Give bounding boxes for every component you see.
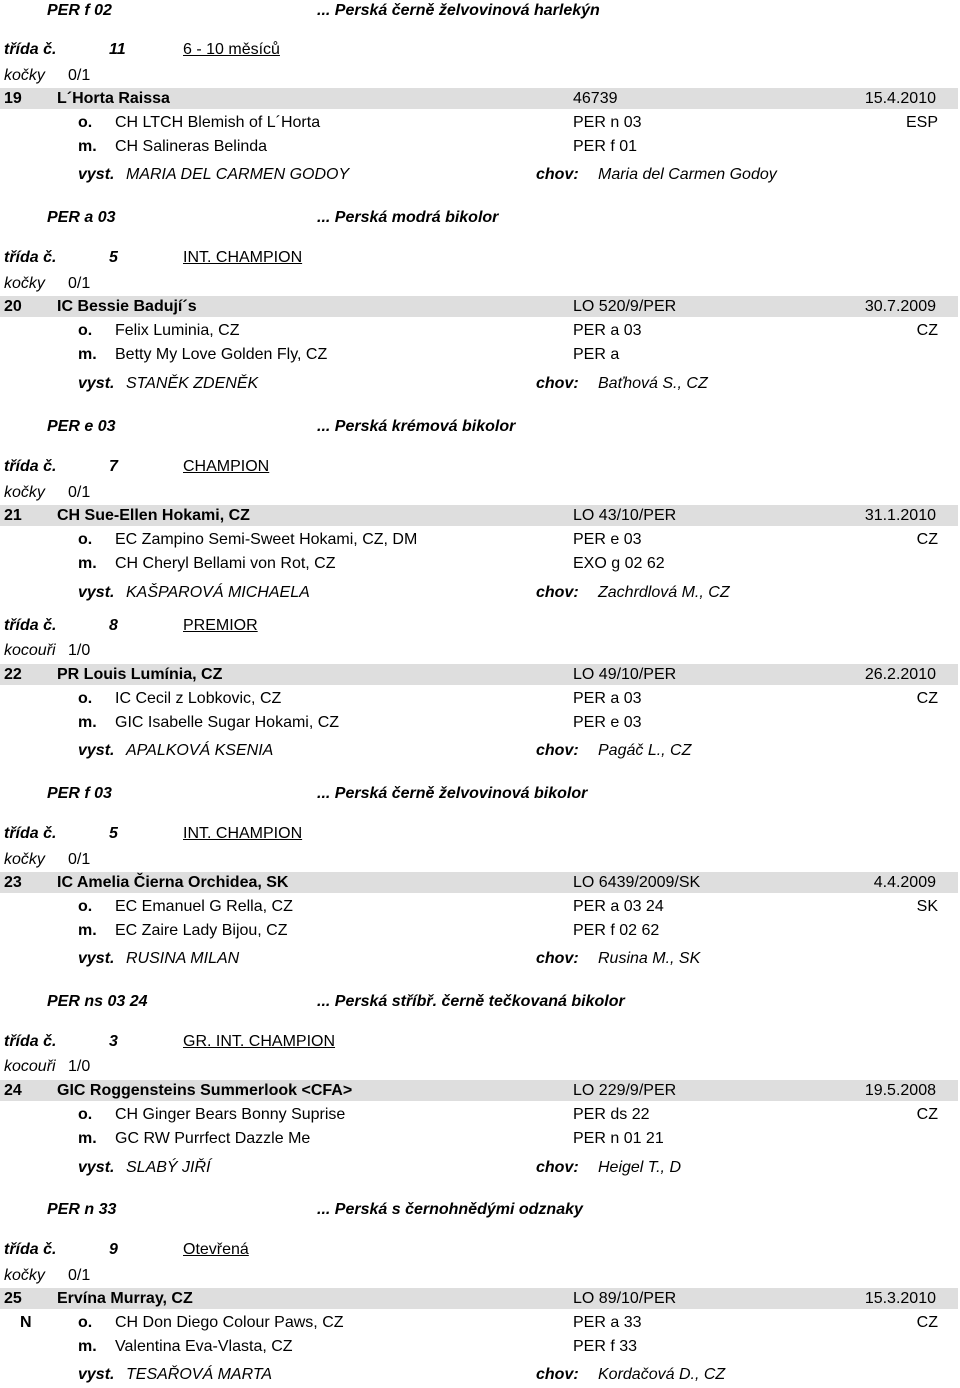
cat-name: IC Bessie Badují´s [57, 298, 197, 315]
class-label: třída č. [4, 249, 57, 266]
father-ems: PER a 03 24 [573, 898, 664, 915]
breeder-name: Baťhová S., CZ [598, 375, 708, 392]
father-label: o. [78, 114, 93, 131]
exhibitor-row [0, 373, 960, 395]
cat-name: Ervína Murray, CZ [57, 1290, 193, 1307]
father-ems: PER ds 22 [573, 1106, 650, 1123]
exhibitor-label: vyst. [78, 166, 115, 183]
mother-name: Valentina Eva-Vlasta, CZ [115, 1338, 293, 1355]
class-number: 7 [109, 458, 118, 475]
mother-name: GC RW Purrfect Dazzle Me [115, 1130, 311, 1147]
mother-ems: PER f 02 62 [573, 922, 660, 939]
breeder-label: chov: [536, 1366, 579, 1383]
exhibitor-label: vyst. [78, 742, 115, 759]
cat-number: 20 [4, 298, 22, 315]
group-header [0, 991, 960, 1013]
cat-country: SK [916, 898, 938, 915]
sex-label: kocouři [4, 642, 56, 659]
cat-name: GIC Roggensteins Summerlook <CFA> [57, 1082, 353, 1099]
exhibitor-label: vyst. [78, 1366, 115, 1383]
class-header [0, 1031, 960, 1053]
father-name: CH Don Diego Colour Paws, CZ [115, 1314, 344, 1331]
class-number: 3 [109, 1033, 118, 1050]
cat-birthdate: 30.7.2009 [864, 298, 936, 315]
cat-row [0, 505, 958, 526]
exhibitor-row [0, 582, 960, 604]
cat-country: CZ [916, 322, 938, 339]
sex-label: kocouři [4, 1058, 56, 1075]
cat-row [0, 664, 958, 685]
group-code: PER f 03 [47, 785, 112, 802]
class-number: 9 [109, 1241, 118, 1258]
novice-mark: N [20, 1314, 32, 1331]
father-ems: PER a 03 [573, 690, 642, 707]
count: 1/0 [68, 1058, 91, 1075]
father-ems: PER n 03 [573, 114, 642, 131]
cat-country: CZ [916, 531, 938, 548]
mother-row [0, 712, 960, 734]
sex-count-row [0, 640, 960, 662]
father-name: EC Emanuel G Rella, CZ [115, 898, 293, 915]
mother-row [0, 553, 960, 575]
class-name: GR. INT. CHAMPION [183, 1033, 336, 1050]
father-name: Felix Luminia, CZ [115, 322, 240, 339]
class-header [0, 247, 960, 269]
breeder-name: Rusina M., SK [598, 950, 701, 967]
cat-row [0, 872, 958, 893]
cat-registration: LO 520/9/PER [573, 298, 677, 315]
cat-birthdate: 4.4.2009 [873, 874, 936, 891]
mother-label: m. [78, 555, 97, 572]
group-code: PER a 03 [47, 209, 116, 226]
sex-count-row [0, 273, 960, 295]
class-name: Otevřená [183, 1241, 249, 1258]
father-label: o. [78, 322, 93, 339]
sex-label: kočky [4, 67, 45, 84]
count: 0/1 [68, 1267, 91, 1284]
group-code: PER ns 03 24 [47, 993, 148, 1010]
mother-ems: PER e 03 [573, 714, 642, 731]
class-label: třída č. [4, 458, 57, 475]
class-number: 11 [109, 41, 126, 58]
sex-count-row [0, 482, 960, 504]
group-name: ... Perská stříbř. černě tečkovaná bikolor [317, 993, 625, 1010]
father-label: o. [78, 898, 93, 915]
breeder-name: Zachrdlová M., CZ [598, 584, 730, 601]
mother-row [0, 1336, 960, 1358]
cat-name: CH Sue-Ellen Hokami, CZ [57, 507, 250, 524]
mother-label: m. [78, 138, 97, 155]
class-name: PREMIOR [183, 617, 258, 634]
mother-name: EC Zaire Lady Bijou, CZ [115, 922, 288, 939]
breeder-name: Pagáč L., CZ [598, 742, 692, 759]
class-name: CHAMPION [183, 458, 270, 475]
group-name: ... Perská s černohnědými odznaky [317, 1201, 583, 1218]
father-row [0, 896, 960, 918]
sex-label: kočky [4, 851, 45, 868]
exhibitor-row [0, 740, 960, 762]
breeder-label: chov: [536, 584, 579, 601]
cat-name: PR Louis Lumínia, CZ [57, 666, 223, 683]
breeder-label: chov: [536, 950, 579, 967]
cat-registration: LO 6439/2009/SK [573, 874, 701, 891]
cat-country: CZ [916, 1314, 938, 1331]
sex-count-row [0, 1056, 960, 1078]
group-name: ... Perská krémová bikolor [317, 418, 516, 435]
cat-row [0, 1080, 958, 1101]
exhibitor-label: vyst. [78, 375, 115, 392]
sex-label: kočky [4, 275, 45, 292]
mother-ems: EXO g 02 62 [573, 555, 665, 572]
class-header [0, 823, 960, 845]
class-label: třída č. [4, 825, 57, 842]
class-number: 5 [109, 249, 118, 266]
exhibitor-label: vyst. [78, 1159, 115, 1176]
class-label: třída č. [4, 1033, 57, 1050]
mother-row [0, 344, 960, 366]
breeder-label: chov: [536, 1159, 579, 1176]
exhibitor-name: MARIA DEL CARMEN GODOY [126, 166, 350, 183]
count: 0/1 [68, 484, 91, 501]
father-ems: PER a 03 [573, 322, 642, 339]
cat-row [0, 296, 958, 317]
count: 0/1 [68, 275, 91, 292]
mother-name: CH Salineras Belinda [115, 138, 268, 155]
cat-row [0, 88, 958, 109]
father-row [0, 529, 960, 551]
father-ems: PER a 33 [573, 1314, 642, 1331]
mother-ems: PER a [573, 346, 620, 363]
mother-ems: PER n 01 21 [573, 1130, 664, 1147]
father-label: o. [78, 1314, 93, 1331]
father-label: o. [78, 531, 93, 548]
class-name: 6 - 10 měsíců [183, 41, 280, 58]
group-header [0, 1199, 960, 1221]
cat-country: ESP [905, 114, 938, 131]
mother-label: m. [78, 1130, 97, 1147]
sex-count-row [0, 849, 960, 871]
sex-label: kočky [4, 1267, 45, 1284]
father-name: EC Zampino Semi-Sweet Hokami, CZ, DM [115, 531, 418, 548]
mother-row [0, 920, 960, 942]
class-label: třída č. [4, 41, 57, 58]
cat-name: L´Horta Raissa [57, 90, 170, 107]
breeder-name: Maria del Carmen Godoy [598, 166, 777, 183]
class-header [0, 615, 960, 637]
mother-label: m. [78, 346, 97, 363]
father-row [0, 688, 960, 710]
exhibitor-row [0, 1157, 960, 1179]
mother-label: m. [78, 1338, 97, 1355]
cat-registration: LO 49/10/PER [573, 666, 677, 683]
father-label: o. [78, 1106, 93, 1123]
father-row [0, 1104, 960, 1126]
count: 0/1 [68, 851, 91, 868]
count: 1/0 [68, 642, 91, 659]
breeder-name: Heigel T., D [598, 1159, 681, 1176]
exhibitor-row [0, 1364, 960, 1386]
class-label: třída č. [4, 617, 57, 634]
exhibitor-row [0, 948, 960, 970]
mother-name: Betty My Love Golden Fly, CZ [115, 346, 328, 363]
mother-ems: PER f 33 [573, 1338, 638, 1355]
group-name: ... Perská modrá bikolor [317, 209, 499, 226]
class-name: INT. CHAMPION [183, 825, 303, 842]
cat-number: 19 [4, 90, 22, 107]
class-number: 8 [109, 617, 118, 634]
class-header [0, 39, 960, 61]
mother-label: m. [78, 714, 97, 731]
group-header [0, 207, 960, 229]
exhibitor-label: vyst. [78, 950, 115, 967]
father-name: CH Ginger Bears Bonny Suprise [115, 1106, 346, 1123]
cat-number: 25 [4, 1290, 22, 1307]
father-label: o. [78, 690, 93, 707]
cat-birthdate: 19.5.2008 [864, 1082, 936, 1099]
cat-birthdate: 15.3.2010 [864, 1290, 936, 1307]
father-ems: PER e 03 [573, 531, 642, 548]
exhibitor-name: RUSINA MILAN [126, 950, 240, 967]
cat-number: 21 [4, 507, 22, 524]
exhibitor-name: KAŠPAROVÁ MICHAELA [126, 584, 310, 601]
group-code: PER e 03 [47, 418, 116, 435]
breeder-label: chov: [536, 375, 579, 392]
father-name: IC Cecil z Lobkovic, CZ [115, 690, 282, 707]
exhibitor-name: APALKOVÁ KSENIA [126, 742, 274, 759]
class-header [0, 456, 960, 478]
cat-registration: 46739 [573, 90, 618, 107]
mother-ems: PER f 01 [573, 138, 638, 155]
mother-row [0, 136, 960, 158]
cat-number: 22 [4, 666, 22, 683]
father-row [0, 1312, 960, 1334]
breeder-name: Kordačová D., CZ [598, 1366, 726, 1383]
breeder-label: chov: [536, 742, 579, 759]
father-row [0, 320, 960, 342]
cat-registration: LO 229/9/PER [573, 1082, 677, 1099]
sex-label: kočky [4, 484, 45, 501]
class-label: třída č. [4, 1241, 57, 1258]
exhibitor-name: STANĚK ZDENĚK [126, 375, 259, 392]
group-header [0, 0, 960, 22]
group-header [0, 783, 960, 805]
exhibitor-row [0, 164, 960, 186]
mother-label: m. [78, 922, 97, 939]
group-name: ... Perská černě želvovinová bikolor [317, 785, 588, 802]
class-name: INT. CHAMPION [183, 249, 303, 266]
exhibitor-label: vyst. [78, 584, 115, 601]
cat-birthdate: 31.1.2010 [864, 507, 936, 524]
cat-registration: LO 43/10/PER [573, 507, 677, 524]
group-code: PER f 02 [47, 2, 112, 19]
cat-country: CZ [916, 690, 938, 707]
mother-row [0, 1128, 960, 1150]
breeder-label: chov: [536, 166, 579, 183]
cat-row [0, 1288, 958, 1309]
class-number: 5 [109, 825, 118, 842]
sex-count-row [0, 1265, 960, 1287]
mother-name: CH Cheryl Bellami von Rot, CZ [115, 555, 336, 572]
cat-country: CZ [916, 1106, 938, 1123]
father-row [0, 112, 960, 134]
exhibitor-name: SLABÝ JIŘÍ [126, 1159, 211, 1176]
group-name: ... Perská černě želvovinová harlekýn [317, 2, 600, 19]
class-header [0, 1239, 960, 1261]
cat-name: IC Amelia Čierna Orchidea, SK [57, 874, 289, 891]
cat-birthdate: 15.4.2010 [864, 90, 936, 107]
group-header [0, 416, 960, 438]
cat-number: 24 [4, 1082, 22, 1099]
cat-birthdate: 26.2.2010 [864, 666, 936, 683]
sex-count-row [0, 65, 960, 87]
count: 0/1 [68, 67, 91, 84]
mother-name: GIC Isabelle Sugar Hokami, CZ [115, 714, 340, 731]
father-name: CH LTCH Blemish of L´Horta [115, 114, 321, 131]
cat-registration: LO 89/10/PER [573, 1290, 677, 1307]
group-code: PER n 33 [47, 1201, 117, 1218]
exhibitor-name: TESAŘOVÁ MARTA [126, 1366, 273, 1383]
cat-number: 23 [4, 874, 22, 891]
